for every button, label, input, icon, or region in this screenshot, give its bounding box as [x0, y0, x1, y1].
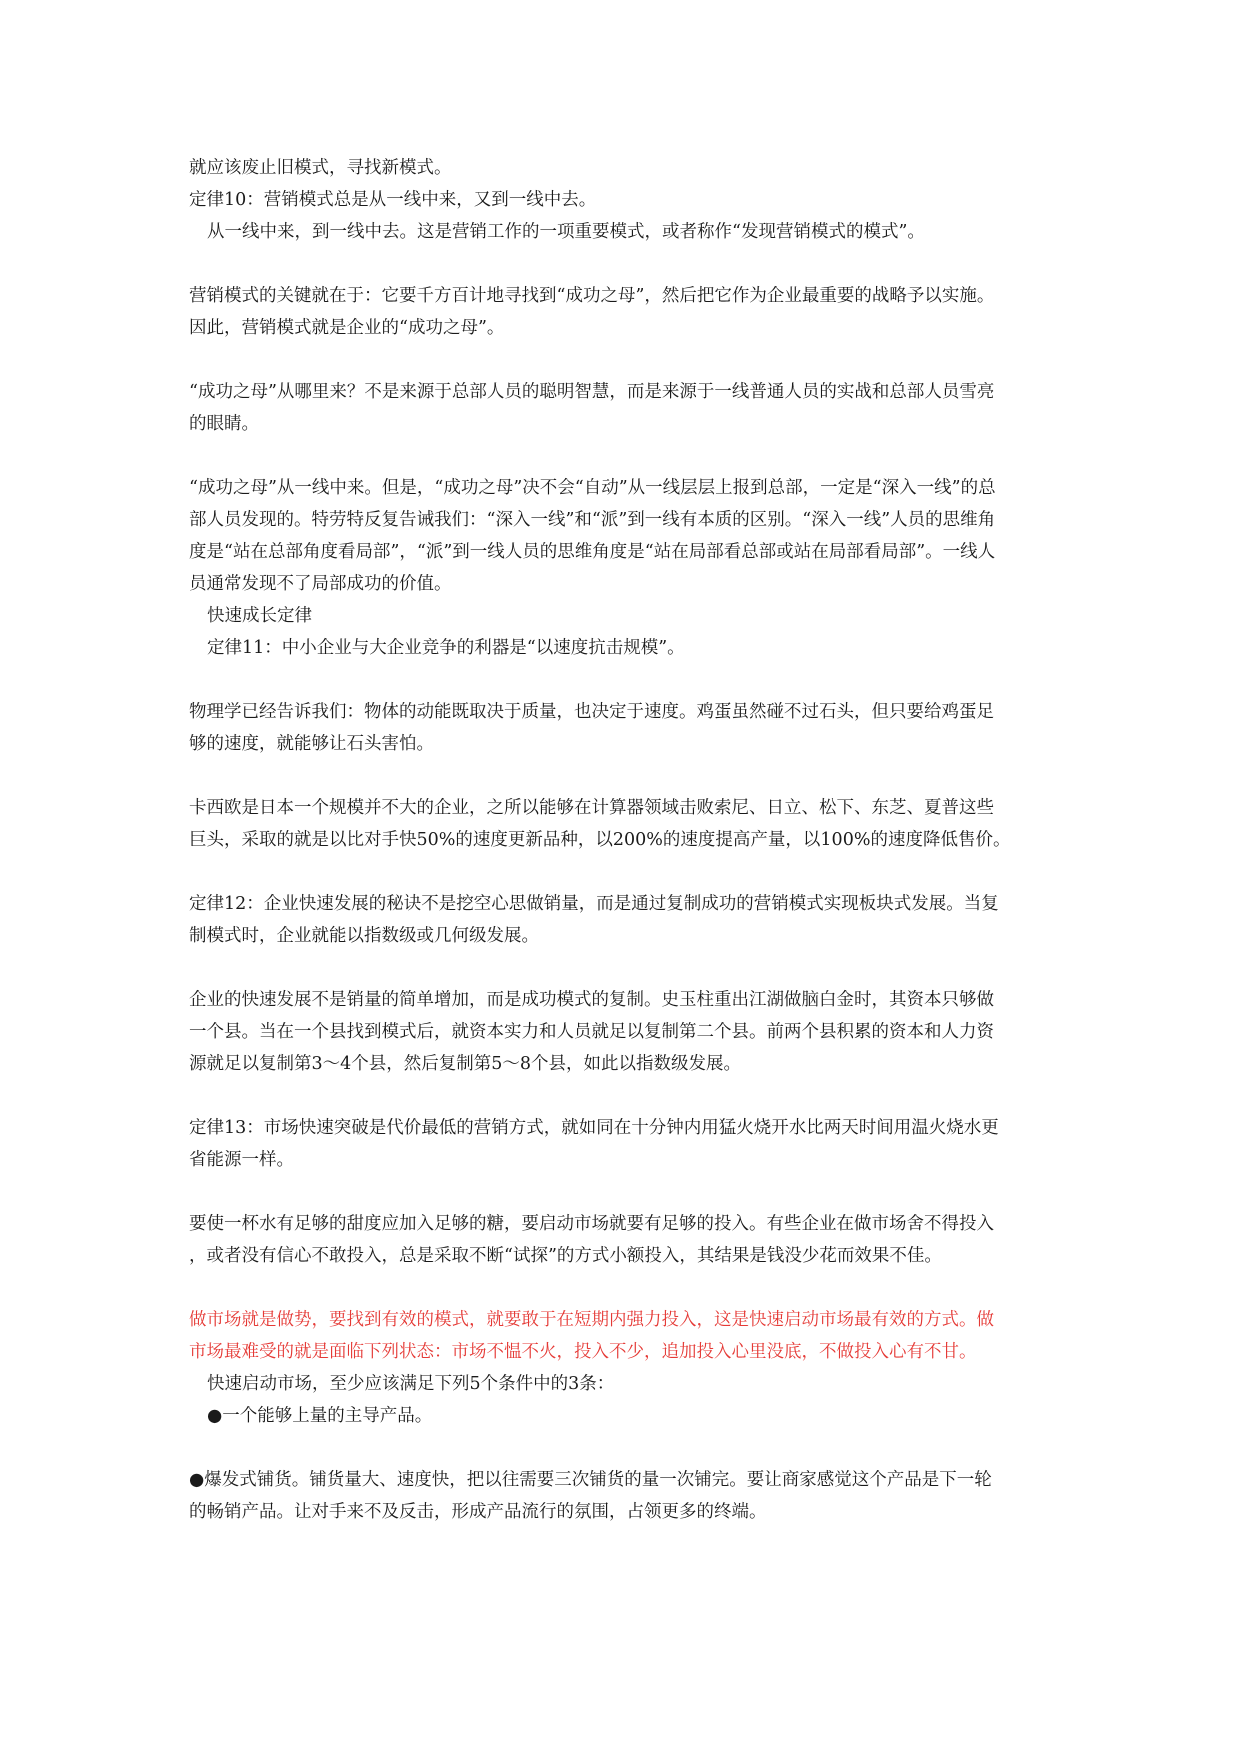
paragraph	[189, 1368, 1059, 1400]
paragraph	[189, 376, 1059, 440]
text-line: 定律12：企业快速发展的秘诀不是挖空心思做销量，而是通过复制成功的营销模式实现板块式发展。当复	[189, 894, 999, 914]
text-line: 快速启动市场，至少应该满足下列5个条件中的3条：	[207, 1374, 615, 1394]
text-line: 部人员发现的。特劳特反复告诫我们：“深入一线”和“派”到一线有本质的区别。“深入一线”人员的思维角	[189, 510, 996, 530]
paragraph	[189, 1208, 1059, 1272]
text-line: 就应该废止旧模式，寻找新模式。	[189, 158, 452, 178]
paragraph	[189, 696, 1059, 760]
paragraph	[189, 792, 1059, 856]
text-line: 定律11：中小企业与大企业竞争的利器是“以速度抗击规模”。	[207, 638, 685, 658]
text-line: 从一线中来，到一线中去。这是营销工作的一项重要模式，或者称作“发现营销模式的模式”。	[207, 222, 925, 242]
document-body	[189, 152, 1059, 1528]
text-line: 员通常发现不了局部成功的价值。	[189, 574, 452, 594]
text-line: 要使一杯水有足够的甜度应加入足够的糖，要启动市场就要有足够的投入。有些企业在做市场舍不得投入	[189, 1214, 994, 1234]
paragraph	[189, 184, 1059, 216]
paragraph	[189, 216, 1059, 248]
text-line: 物理学已经告诉我们：物体的动能既取决于质量，也决定于速度。鸡蛋虽然碰不过石头，但只要给鸡蛋足	[189, 702, 994, 722]
paragraph	[189, 984, 1059, 1080]
text-line: 定律13：市场快速突破是代价最低的营销方式，就如同在十分钟内用猛火烧开水比两天时间用温火烧水更	[189, 1118, 999, 1138]
paragraph	[189, 1112, 1059, 1176]
text-line: 的眼睛。	[189, 414, 259, 434]
highlighted-paragraph	[189, 1304, 1059, 1368]
paragraph	[189, 600, 1059, 632]
paragraph	[189, 472, 1059, 600]
text-line: 因此，营销模式就是企业的“成功之母”。	[189, 318, 505, 338]
text-line: 卡西欧是日本一个规模并不大的企业，之所以能够在计算器领域击败索尼、日立、松下、东芝、夏普这些	[189, 798, 994, 818]
text-line: 做市场就是做势，要找到有效的模式，就要敢于在短期内强力投入，这是快速启动市场最有效的方式。做	[189, 1310, 994, 1330]
text-line: “成功之母”从哪里来？不是来源于总部人员的聪明智慧，而是来源于一线普通人员的实战和总部人员雪亮	[189, 382, 995, 402]
text-line: ，或者没有信心不敢投入，总是采取不断“试探”的方式小额投入，其结果是钱没少花而效果不佳。	[189, 1246, 942, 1266]
text-line: 企业的快速发展不是销量的简单增加，而是成功模式的复制。史玉柱重出江湖做脑白金时，其资本只够做	[189, 990, 994, 1010]
text-line: ●一个能够上量的主导产品。	[207, 1406, 433, 1426]
text-line: 度是“站在总部角度看局部”，“派”到一线人员的思维角度是“站在局部看总部或站在局部看局部”。一线人	[189, 542, 996, 562]
paragraph	[189, 152, 1059, 184]
text-line: 营销模式的关键就在于：它要千方百计地寻找到“成功之母”，然后把它作为企业最重要的战略予以实施。	[189, 286, 995, 306]
text-line: 够的速度，就能够让石头害怕。	[189, 734, 434, 754]
text-line: 定律10：营销模式总是从一线中来，又到一线中去。	[189, 190, 597, 210]
paragraph	[189, 1400, 1059, 1432]
text-line: “成功之母”从一线中来。但是，“成功之母”决不会“自动”从一线层层上报到总部，一定是“深入一线”的总	[189, 478, 996, 498]
paragraph	[189, 632, 1059, 664]
paragraph	[189, 280, 1059, 344]
text-line: ●爆发式铺货。铺货量大、速度快，把以往需要三次铺货的量一次铺完。要让商家感觉这个产品是下一轮	[189, 1470, 992, 1490]
paragraph	[189, 888, 1059, 952]
text-line: 快速成长定律	[207, 606, 312, 626]
text-line: 市场最难受的就是面临下列状态：市场不愠不火，投入不少，追加投入心里没底，不做投入心有不甘。	[189, 1342, 977, 1362]
text-line: 一个县。当在一个县找到模式后，就资本实力和人员就足以复制第二个县。前两个县积累的资本和人力资	[189, 1022, 994, 1042]
text-line: 巨头，采取的就是以比对手快50%的速度更新品种，以200%的速度提高产量，以100%的速度降低售价。	[189, 830, 1011, 850]
text-line: 源就足以复制第3～4个县，然后复制第5～8个县，如此以指数级发展。	[189, 1054, 742, 1074]
paragraph	[189, 1464, 1059, 1528]
text-line: 制模式时，企业就能以指数级或几何级发展。	[189, 926, 539, 946]
text-line: 省能源一样。	[189, 1150, 294, 1170]
text-line: 的畅销产品。让对手来不及反击，形成产品流行的氛围，占领更多的终端。	[189, 1502, 767, 1522]
